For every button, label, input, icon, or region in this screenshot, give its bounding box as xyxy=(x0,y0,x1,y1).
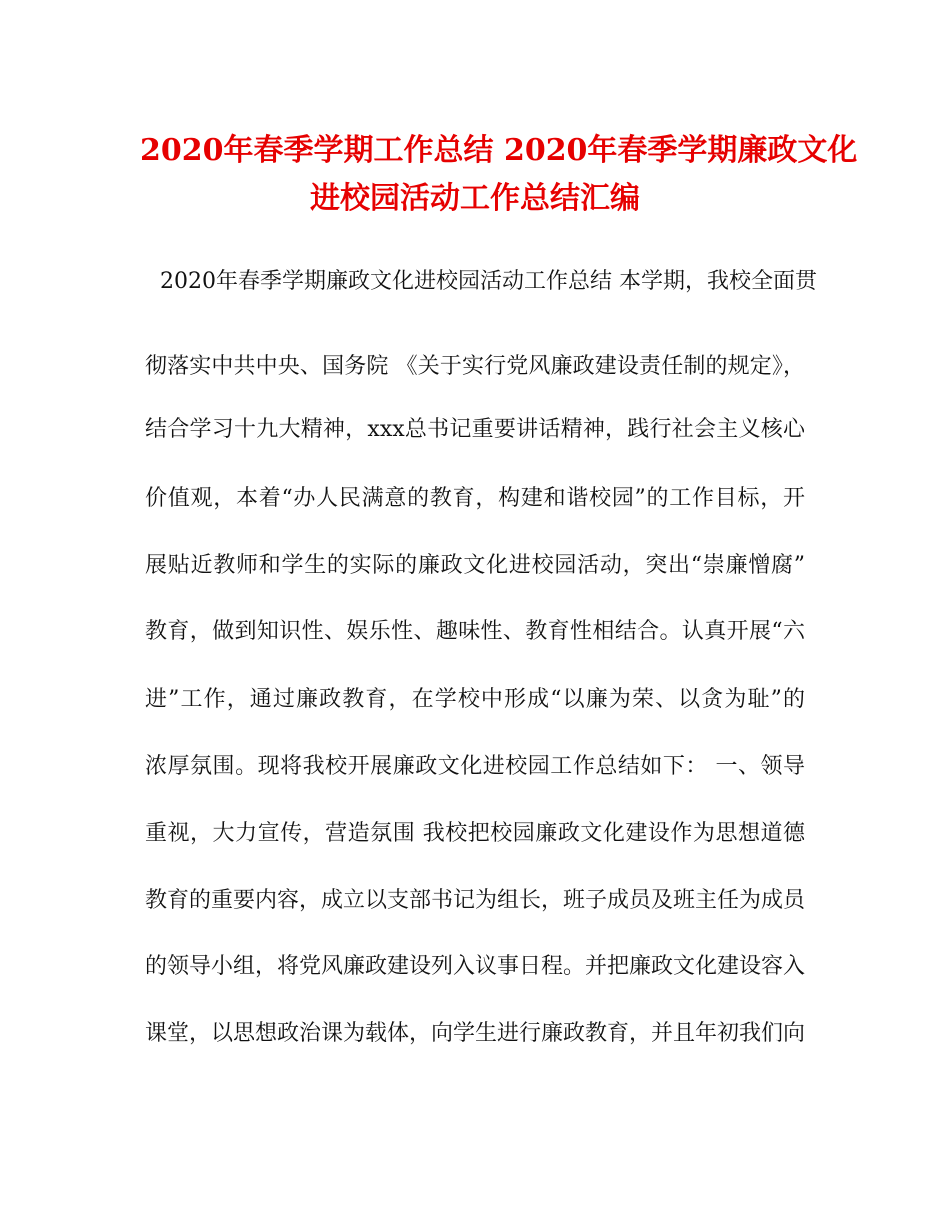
document-title-line-2: 进校园活动工作总结汇编 xyxy=(310,181,640,216)
body-line-10: 教育的重要内容，成立以支部书记为组长，班子成员及班主任为成员 xyxy=(145,888,806,913)
document-title-line-1: 2020年春季学期工作总结 2020年春季学期廉政文化 xyxy=(140,133,858,168)
body-line-1: 2020年春季学期廉政文化进校园活动工作总结 本学期，我校全面贯 xyxy=(160,269,817,294)
body-line-8: 浓厚氛围。现将我校开展廉政文化进校园工作总结如下： 一、领导 xyxy=(145,754,805,779)
body-line-12: 课堂，以思想政治课为载体，向学生进行廉政教育，并且年初我们向 xyxy=(145,1021,806,1046)
body-line-5: 展贴近教师和学生的实际的廉政文化进校园活动，突出“崇廉憎腐” xyxy=(145,553,805,578)
body-line-6: 教育，做到知识性、娱乐性、趣味性、教育性相结合。认真开展“六 xyxy=(145,619,805,644)
body-line-9: 重视，大力宣传，营造氛围 我校把校园廉政文化建设作为思想道德 xyxy=(145,821,805,846)
body-line-2: 彻落实中共中央、国务院 《关于实行党风廉政建设责任制的规定》， xyxy=(145,354,805,379)
body-line-3: 结合学习十九大精神，xxx总书记重要讲话精神，践行社会主义核心 xyxy=(145,417,805,442)
body-line-7: 进”工作，通过廉政教育，在学校中形成“以廉为荣、以贪为耻”的 xyxy=(145,687,805,712)
body-line-4: 价值观，本着“办人民满意的教育，构建和谐校园”的工作目标，开 xyxy=(145,486,805,511)
body-line-11: 的领导小组，将党风廉政建设列入议事日程。并把廉政文化建设容入 xyxy=(145,954,806,979)
